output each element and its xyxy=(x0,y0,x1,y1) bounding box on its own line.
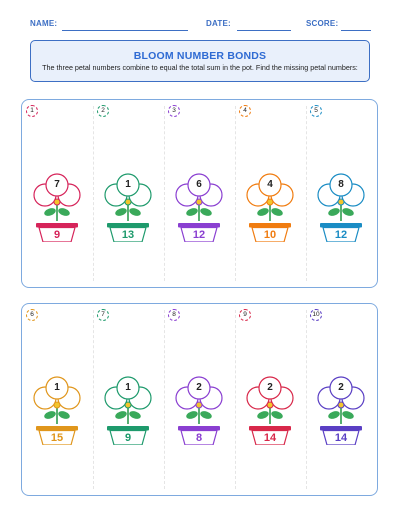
leaf-right xyxy=(199,410,213,421)
leaf-left xyxy=(327,207,341,218)
pot-total: 9 xyxy=(124,432,132,444)
flower-diagram xyxy=(241,375,299,445)
flower-diagram xyxy=(28,375,86,445)
pot-total: 12 xyxy=(192,229,206,241)
flower-center xyxy=(338,199,344,205)
pot-total: 13 xyxy=(121,229,135,241)
leaf-right xyxy=(128,207,142,218)
flower-diagram xyxy=(170,375,228,445)
pot-rim xyxy=(178,426,220,431)
problem-number-badge: 3 xyxy=(168,105,180,117)
problem-number-badge: 5 xyxy=(310,105,322,117)
problem-item xyxy=(235,304,306,495)
pot-rim xyxy=(178,223,220,228)
flower-center xyxy=(196,402,202,408)
pot-total: 15 xyxy=(50,432,64,444)
pot-total: 9 xyxy=(53,229,61,241)
leaf-left xyxy=(43,410,57,421)
leaf-right xyxy=(57,207,71,218)
date-line[interactable] xyxy=(237,30,291,31)
flower-diagram xyxy=(241,172,299,242)
problem-item xyxy=(235,100,306,287)
pot-rim xyxy=(107,426,149,431)
student-info-header xyxy=(0,14,400,34)
problem-item xyxy=(164,100,235,287)
leaf-left xyxy=(185,207,199,218)
pot-total: 12 xyxy=(334,229,348,241)
problem-number-badge: 2 xyxy=(97,105,109,117)
flower-center xyxy=(54,199,60,205)
petal-number: 1 xyxy=(54,382,60,393)
problem-item xyxy=(22,304,93,495)
pot-rim xyxy=(320,223,362,228)
flower-diagram xyxy=(99,375,157,445)
flower-diagram xyxy=(28,172,86,242)
flower-center xyxy=(267,402,273,408)
name-label: NAME: xyxy=(30,19,58,28)
petal-number: 1 xyxy=(125,179,131,190)
problem-item xyxy=(164,304,235,495)
flower-center xyxy=(54,402,60,408)
petal-number: 2 xyxy=(196,382,202,393)
leaf-left xyxy=(43,207,57,218)
leaf-right xyxy=(199,207,213,218)
flower-center xyxy=(267,199,273,205)
flower-center xyxy=(125,199,131,205)
petal-number: 6 xyxy=(196,179,202,190)
pot-rim xyxy=(249,223,291,228)
worksheet-title: BLOOM NUMBER BONDS xyxy=(133,50,267,62)
problem-panel-1 xyxy=(21,99,378,288)
score-label: SCORE: xyxy=(306,19,339,28)
flower-diagram xyxy=(312,375,370,445)
leaf-left xyxy=(114,410,128,421)
problem-item xyxy=(93,100,164,287)
flower-center xyxy=(338,402,344,408)
leaf-left xyxy=(256,207,270,218)
flower-diagram xyxy=(170,172,228,242)
name-line[interactable] xyxy=(62,30,188,31)
leaf-left xyxy=(114,207,128,218)
leaf-right xyxy=(128,410,142,421)
petal-number: 4 xyxy=(267,179,273,190)
pot-total: 14 xyxy=(334,432,348,444)
pot-rim xyxy=(249,426,291,431)
leaf-left xyxy=(327,410,341,421)
leaf-right xyxy=(341,207,355,218)
problem-panel-2 xyxy=(21,303,378,496)
flower-diagram xyxy=(99,172,157,242)
leaf-right xyxy=(270,207,284,218)
petal-number: 2 xyxy=(338,382,344,393)
problem-number-badge: 8 xyxy=(168,309,180,321)
leaf-right xyxy=(270,410,284,421)
problem-number-badge: 10 xyxy=(310,309,322,321)
problem-number-badge: 9 xyxy=(239,309,251,321)
pot-rim xyxy=(320,426,362,431)
flower-center xyxy=(125,402,131,408)
date-label: DATE: xyxy=(206,19,231,28)
flower-center xyxy=(196,199,202,205)
petal-number: 8 xyxy=(338,179,344,190)
leaf-left xyxy=(256,410,270,421)
leaf-right xyxy=(57,410,71,421)
leaf-left xyxy=(185,410,199,421)
problem-number-badge: 6 xyxy=(26,309,38,321)
problem-item xyxy=(306,304,377,495)
pot-total: 8 xyxy=(195,432,203,444)
problem-number-badge: 4 xyxy=(239,105,251,117)
problem-item xyxy=(306,100,377,287)
petal-number: 1 xyxy=(125,382,131,393)
pot-total: 14 xyxy=(263,432,277,444)
petal-number: 7 xyxy=(54,179,60,190)
pot-rim xyxy=(107,223,149,228)
flower-diagram xyxy=(312,172,370,242)
leaf-right xyxy=(341,410,355,421)
pot-rim xyxy=(36,426,78,431)
problem-number-badge: 1 xyxy=(26,105,38,117)
instructions: The three petal numbers combine to equal the total sum in the pot. Find the missing petal numbers: xyxy=(42,63,358,72)
petal-number: 2 xyxy=(267,382,273,393)
pot-rim xyxy=(36,223,78,228)
score-line[interactable] xyxy=(341,30,371,31)
problem-item xyxy=(22,100,93,287)
problem-item xyxy=(93,304,164,495)
pot-total: 10 xyxy=(263,229,277,241)
problem-number-badge: 7 xyxy=(97,309,109,321)
title-box xyxy=(30,40,370,82)
